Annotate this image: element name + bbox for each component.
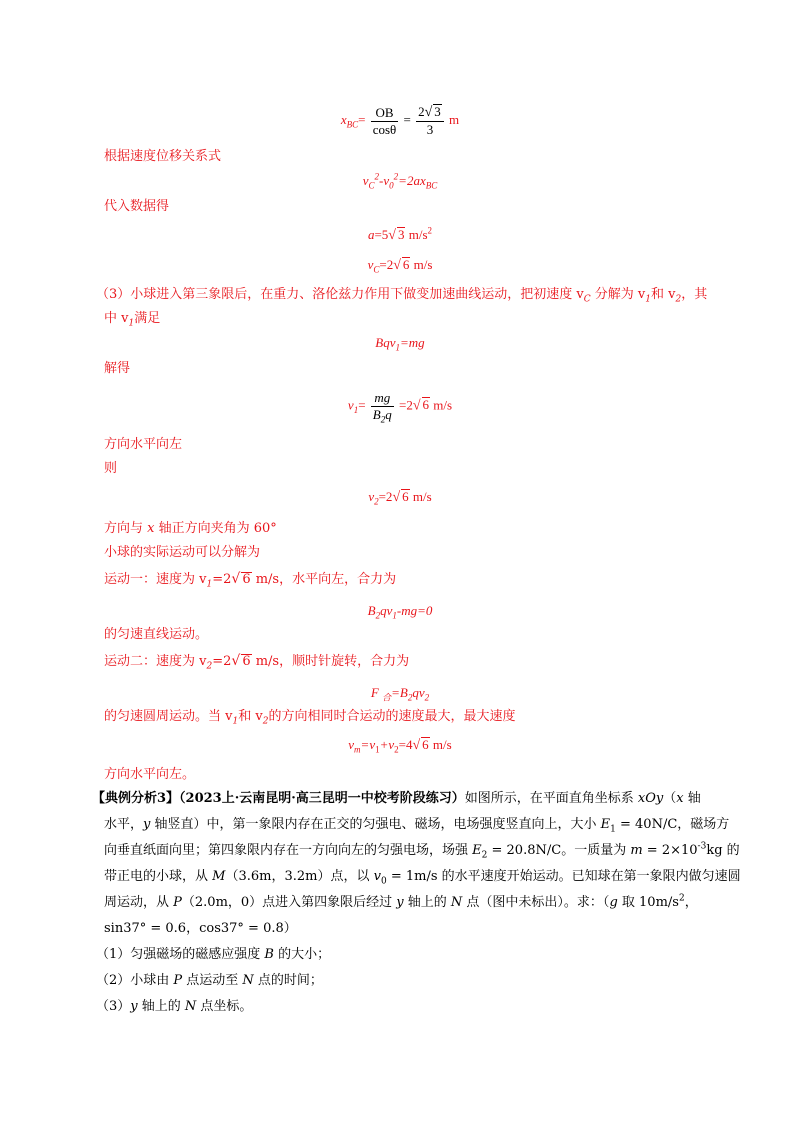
text-line [104,708,515,726]
text: v [373,869,381,884]
eq-sub: 2 [394,744,399,755]
sub: 1 [206,579,213,590]
eq-sub: 1 [375,744,380,755]
text: 点坐标。 [196,999,253,1014]
text-line: 代入数据得 [104,199,170,214]
problem-line [104,868,741,886]
text: y [396,895,404,910]
text: 轴上的 [137,999,185,1014]
eq-text: =4 [398,737,413,752]
eq-text: =v [360,737,376,752]
eq-text: v [362,173,369,188]
eq-text: qv [380,603,393,618]
eq-sup: 2 [374,171,380,182]
text: 水平， [104,817,144,832]
sub: 1 [645,294,651,305]
text: m [630,843,643,858]
text: 的 [722,843,740,858]
frac-num: 2 [418,104,425,119]
text: 分解为 v [594,287,646,302]
text: （ [663,791,677,806]
equation-v2: $v_2=2√$ 6 m/s [368,489,432,507]
eq-sub: 2 [380,414,386,425]
eq-text: = [358,111,366,127]
frac-den: B [372,407,381,422]
radicand: 6 [402,257,410,272]
text: （3.6m，3.2m）点，以 [225,869,374,884]
unit: m/s [432,737,452,752]
eq-text: F [370,685,379,700]
text: = 1m/s [386,869,438,884]
eq-sub: 2 [375,610,381,621]
text-line: 解得 [104,361,131,376]
eq-sub: 1 [353,405,359,416]
problem-line [104,920,297,938]
text: xOy [637,791,664,806]
text: 如图所示，在平面直角坐标系 [464,791,638,806]
text: x [147,521,155,536]
text: cos37° = 0.8 [199,921,284,936]
text: 点的时间； [253,973,323,988]
text: N [450,895,463,910]
radicand: 6 [422,397,430,413]
eq-text: = [403,111,411,127]
unit: m/s [408,227,428,242]
problem-source: （2023上·云南昆明·高三昆明一中校考阶段练习） [179,791,465,806]
text: 满足 [134,311,161,326]
eq-text: =5 [374,227,389,242]
problem-line [104,816,729,834]
radicand: 6 [242,654,251,669]
eq-sub: C [368,180,375,191]
text: 轴竖直）中，第一象限内存在正交的匀强电、磁场，电场强度竖直向上，大小 [150,817,601,832]
sub: 1 [232,716,239,727]
text: 轴上的 [403,895,451,910]
text: sin37° = 0.6 [104,921,187,936]
text: 点运动至 [182,973,243,988]
text: 的水平速度开始运动。已知球在第一象限内做匀速圆 [437,869,741,884]
text: = 40N/C [615,817,678,832]
text: P [173,973,183,988]
sub: 2 [262,716,269,727]
eq-text: v [383,173,390,188]
text-line [104,520,277,538]
radicand: 6 [242,572,251,587]
question-1 [96,946,330,964]
fraction [371,105,399,138]
radicand: 3 [397,227,405,242]
text: 10m/s [639,895,679,910]
text: （3） [96,999,131,1014]
equation-vmax: $v_m=v_1+v_2=4√$ 6 m/s [348,737,452,755]
eq-sub: C [373,264,380,275]
eq-text: qv [412,685,425,700]
text: y [130,999,138,1014]
frac-num: OB [371,105,399,122]
text: = 2×10 [642,843,698,858]
eq-sub: 0 [389,180,394,191]
eq-text: a [367,227,375,242]
eq-sub: 1 [395,342,401,353]
text: 的大小； [273,947,331,962]
eq-text: x [340,111,347,127]
eq-text: = [358,397,366,413]
text-line: 方向水平向左。 [104,767,196,782]
text: 点（图中未标出）。求：（ [462,895,610,910]
text: x [676,791,684,806]
sub: 0 [380,876,387,887]
text: E [600,817,611,832]
eq-sub: m [354,744,361,755]
eq-sup: 2 [427,225,433,236]
problem-line [104,842,740,860]
eq-text: v [348,737,355,752]
text: = 20.8N/C [487,843,562,858]
sub: 1 [128,318,135,329]
question-3 [96,998,252,1016]
text: ， [684,895,698,910]
frac-den: cosθ [372,121,397,137]
text: M [212,869,226,884]
text: ，磁场方 [677,817,730,832]
frac-num: mg [371,390,394,407]
eq-sub: 2 [374,496,379,507]
eq-text: =2 [399,397,413,413]
frac-den: 3 [426,122,434,137]
eq-text: =B [391,685,408,700]
equation-a: a=5√ 3 $m/s^2$ [367,225,433,243]
text-line: 方向水平向左 [104,437,183,452]
text: ， [186,921,200,936]
sub: 1 [610,824,616,835]
eq-text: =2 [378,489,393,504]
text: =2 [212,654,232,669]
equation-bqv [0,334,800,352]
text: （3）小球进入第三象限后，在重力、洛伦兹力作用下做变加速曲线运动，把初速度 v [96,287,584,302]
text-line: 则 [104,461,118,476]
paragraph-line [96,286,707,304]
text: 和 v [238,709,263,724]
text: N [242,973,254,988]
text: 运动一：速度为 v [104,572,207,587]
eq-sub: BC [425,180,438,191]
eq-text: - [379,173,384,188]
problem-line [104,894,698,912]
text: m/s，水平向左，合力为 [251,572,397,587]
text-line: 的匀速直线运动。 [104,627,209,642]
eq-text: B [367,603,376,618]
text: 方向与 [104,521,148,536]
text: 带正电的小球，从 [104,869,213,884]
eq-text: v [368,489,375,504]
text: 周运动，从 [104,895,174,910]
radicand: 6 [422,737,429,752]
text: 的匀速圆周运动。当 v [104,709,233,724]
equation-motion1 [0,602,800,620]
text: 的方向相同时合运动的速度最大，最大速度 [268,709,516,724]
text-line: 根据速度位移关系式 [104,149,222,164]
unit: m [449,111,460,127]
unit: m/s [413,257,433,272]
eq-sub: 2 [407,692,413,703]
paragraph-line [104,310,160,328]
text-line: 运动一：速度为 $v_1=2√$ 6 m/s，水平向左，合力为 [104,571,397,590]
radicand: 3 [434,104,441,119]
sup: -3 [697,841,707,852]
eq-sub: 2 [424,692,430,703]
text: （2.0m，0）点进入第四象限后经过 [181,895,397,910]
problem-line [92,790,701,808]
sub: C [583,294,591,305]
text: kg [706,843,723,858]
text: g [609,895,618,910]
text: m/s，顺时针旋转，合力为 [251,654,410,669]
eq-text: =2 [379,257,394,272]
text: （2）小球由 [96,973,174,988]
text: 向垂直纸面向里；第四象限内存在一方向向左的匀强电场，场强 [104,843,473,858]
text: 中 v [104,311,129,326]
text: =2 [212,572,232,587]
frac-den: q [385,407,392,422]
unit: m/s [412,489,432,504]
text: N [184,999,197,1014]
sub: 2 [206,661,213,672]
equation-vc: $v_C=2√$ 6 m/s [367,257,433,275]
eq-text: -mg=0 [396,603,433,618]
eq-text: v [367,257,374,272]
text: P [173,895,182,910]
unit: m/s [433,397,453,413]
equation-xbc [0,104,800,138]
eq-sub: BC [346,119,359,130]
text: 轴 [683,791,701,806]
equation-velocity [0,172,800,190]
eq-sub: 1 [392,610,397,621]
sub: 2 [481,850,488,861]
text: 。一质量为 [561,843,631,858]
eq-text: Bqv [375,335,396,350]
problem-tag: 【典例分析3】 [92,791,180,806]
text: B [264,947,274,962]
fraction: $\frac{2√ 3}{3}$ [416,104,444,138]
sub: 2 [675,294,682,305]
text: 轴正方向夹角为 60° [154,521,277,536]
text: ） [283,921,297,936]
equation-v1: $v_1=$ $\frac{mg}{B_2q}$ =2√ 6 m/s [347,390,453,425]
eq-text: +v [379,737,395,752]
question-2 [96,972,323,990]
equation-force [0,684,800,702]
text: 运动二：速度为 v [104,654,207,669]
radicand: 6 [402,489,409,504]
text-line: 小球的实际运动可以分解为 [104,545,261,560]
text-line: 运动二：速度为 $v_2=2√$ 6 m/s，顺时针旋转，合力为 [104,653,410,672]
eq-text: v [347,397,354,413]
eq-sub: 合 [382,692,392,703]
eq-sup: 2 [393,171,399,182]
text: ，其 [681,287,708,302]
text: 取 [617,895,640,910]
sup: 2 [678,893,685,904]
fraction [371,390,394,423]
text: 和 v [651,287,676,302]
eq-text: =2ax [398,173,426,188]
text: y [143,817,151,832]
text: E [472,843,482,858]
text: （1）匀强磁场的磁感应强度 [96,947,265,962]
eq-text: =mg [400,335,425,350]
